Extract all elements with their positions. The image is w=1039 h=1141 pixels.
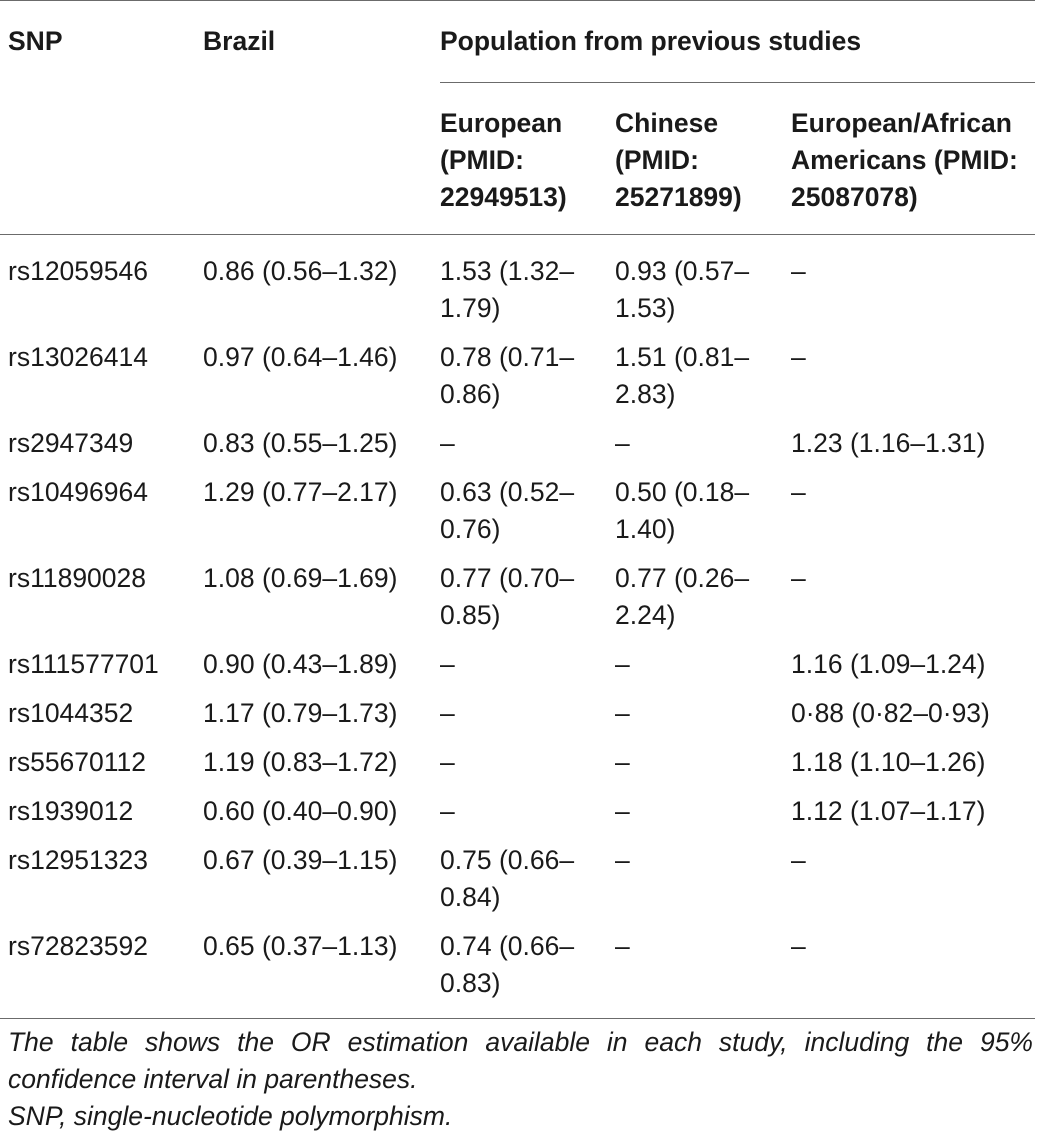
table-row (0, 689, 1035, 738)
table-row (0, 554, 1035, 640)
footnote-snp-abbreviation: SNP, single-nucleotide polymorphism. (8, 1101, 453, 1131)
cell-chinese: 0.77 (0.26–2.24) (615, 563, 750, 630)
header-previous-studies-label: Population from previous studies (440, 26, 862, 56)
cell-european: – (440, 698, 455, 728)
cell-snp: rs12059546 (8, 256, 148, 286)
cell-brazil: 0.90 (0.43–1.89) (203, 649, 398, 679)
header-chinese: Chinese (PMID: 25271899) (615, 108, 742, 212)
table-row (0, 235, 1035, 334)
cell-brazil: 1.19 (0.83–1.72) (203, 747, 398, 777)
table-row (0, 333, 1035, 419)
cell-european: 0.74 (0.66–0.83) (440, 931, 575, 998)
cell-snp: rs13026414 (8, 342, 148, 372)
table-row (0, 419, 1035, 468)
cell-euro-african: 1.18 (1.10–1.26) (791, 747, 986, 777)
header-brazil: Brazil (203, 26, 276, 56)
cell-brazil: 0.60 (0.40–0.90) (203, 796, 398, 826)
cell-snp: rs2947349 (8, 428, 134, 458)
header-snp: SNP (8, 26, 63, 56)
cell-snp: rs55670112 (8, 747, 147, 777)
header-euro-african: European/African Americans (PMID: 25087078) (791, 108, 1018, 212)
cell-brazil: 0.86 (0.56–1.32) (203, 256, 398, 286)
table-footnote (8, 1024, 1033, 1135)
cell-european: 0.75 (0.66–0.84) (440, 845, 575, 912)
table-row (0, 640, 1035, 689)
cell-snp: rs72823592 (8, 931, 148, 961)
cell-euro-african: – (791, 342, 806, 372)
cell-snp: rs11890028 (8, 563, 147, 593)
cell-european: 0.78 (0.71–0.86) (440, 342, 575, 409)
cell-chinese: – (615, 649, 630, 679)
cell-european: – (440, 796, 455, 826)
cell-european: – (440, 649, 455, 679)
cell-chinese: – (615, 931, 630, 961)
cell-brazil: 0.65 (0.37–1.13) (203, 931, 398, 961)
cell-euro-african: – (791, 477, 806, 507)
table-header (0, 1, 1035, 235)
cell-snp: rs10496964 (8, 477, 148, 507)
cell-euro-african: 1.16 (1.09–1.24) (791, 649, 986, 679)
cell-euro-african: 0·88 (0·82–0·93) (791, 698, 990, 728)
table-row (0, 787, 1035, 836)
cell-snp: rs111577701 (8, 649, 159, 679)
cell-brazil: 1.08 (0.69–1.69) (203, 563, 398, 593)
cell-european: 0.77 (0.70–0.85) (440, 563, 575, 630)
cell-brazil: 0.67 (0.39–1.15) (203, 845, 398, 875)
cell-brazil: 1.17 (0.79–1.73) (203, 698, 398, 728)
cell-euro-african: 1.23 (1.16–1.31) (791, 428, 986, 458)
table-body (0, 235, 1035, 1019)
cell-snp: rs1939012 (8, 796, 134, 826)
cell-chinese: 1.51 (0.81–2.83) (615, 342, 750, 409)
cell-chinese: 0.93 (0.57–1.53) (615, 256, 750, 323)
cell-chinese: 0.50 (0.18–1.40) (615, 477, 750, 544)
header-sub-rule (440, 82, 1035, 83)
header-previous-studies (434, 1, 1035, 84)
cell-european: – (440, 747, 455, 777)
cell-euro-african: – (791, 845, 806, 875)
cell-chinese: – (615, 428, 630, 458)
cell-european: 0.63 (0.52–0.76) (440, 477, 575, 544)
cell-chinese: – (615, 796, 630, 826)
cell-chinese: – (615, 845, 630, 875)
table-row (0, 922, 1035, 1019)
cell-european: 1.53 (1.32–1.79) (440, 256, 575, 323)
cell-brazil: 0.83 (0.55–1.25) (203, 428, 398, 458)
table-row (0, 468, 1035, 554)
cell-brazil: 1.29 (0.77–2.17) (203, 477, 398, 507)
cell-brazil: 0.97 (0.64–1.46) (203, 342, 398, 372)
footnote-or-explanation: The table shows the OR estimation available in each study, including the 95% confidence interval in parentheses. (8, 1027, 1033, 1094)
cell-snp: rs1044352 (8, 698, 134, 728)
table-row (0, 738, 1035, 787)
cell-euro-african: – (791, 563, 806, 593)
cell-euro-african: 1.12 (1.07–1.17) (791, 796, 986, 826)
cell-european: – (440, 428, 455, 458)
cell-chinese: – (615, 698, 630, 728)
cell-chinese: – (615, 747, 630, 777)
cell-euro-african: – (791, 931, 806, 961)
cell-snp: rs12951323 (8, 845, 148, 875)
table-row (0, 836, 1035, 922)
cell-euro-african: – (791, 256, 806, 286)
header-european: European (PMID: 22949513) (440, 108, 567, 212)
